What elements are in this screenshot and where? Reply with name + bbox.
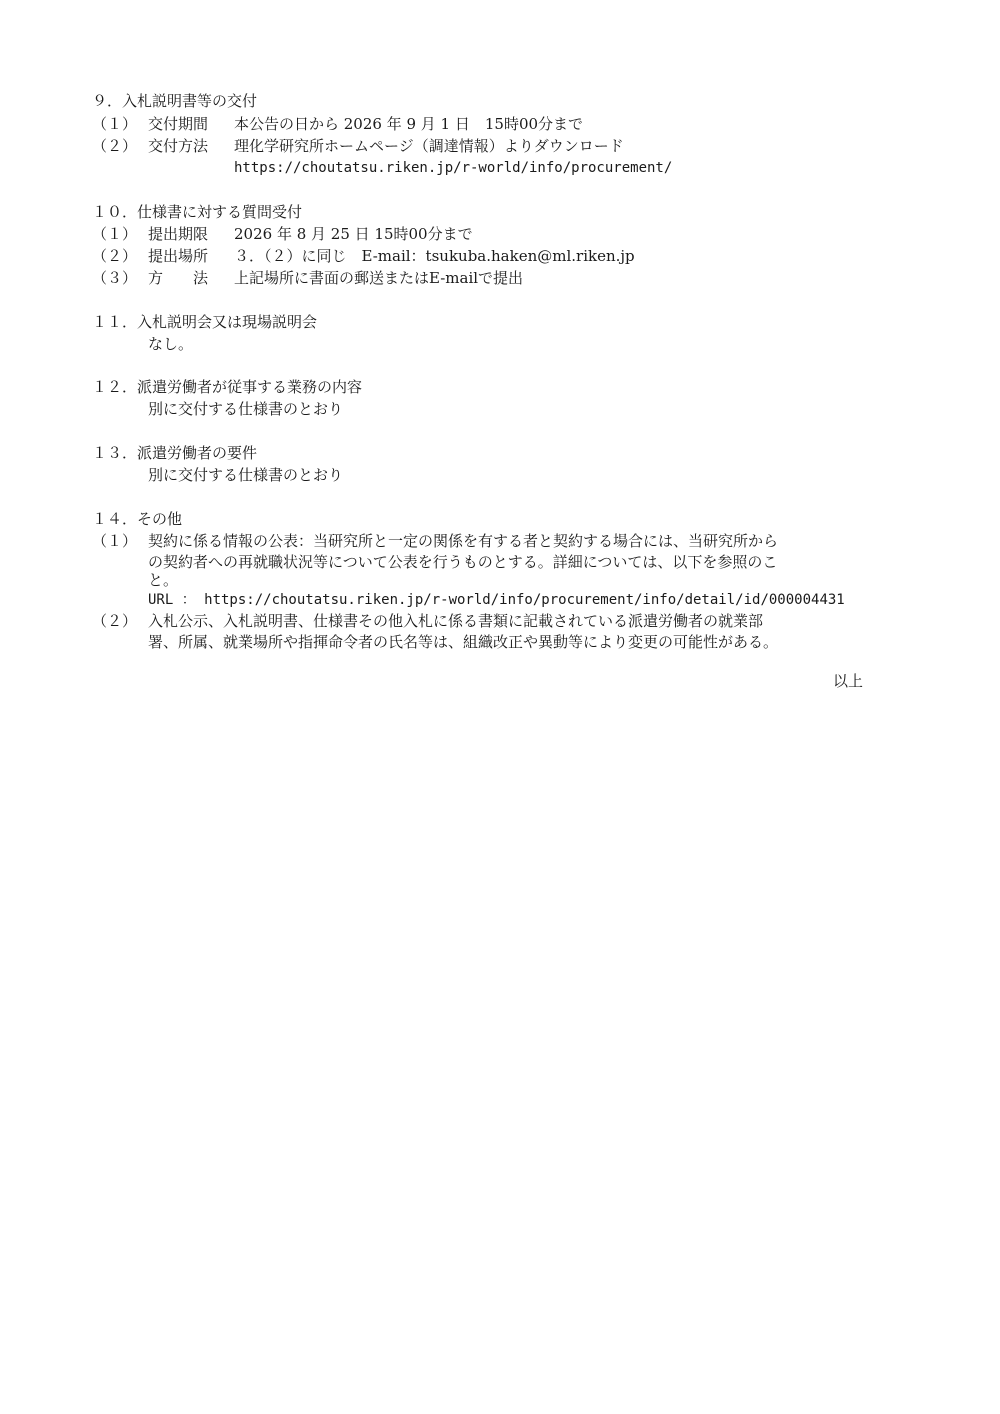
sec10-item2-label: 提出場所 <box>148 247 209 265</box>
sec10-item3-number: （３） <box>92 269 138 287</box>
sec10-item3-label: 方 法 <box>148 269 209 287</box>
disclosure-url: URL ： https://choutatsu.riken.jp/r-world/info/procurement/info/detail/id/000004431 <box>148 592 845 608</box>
sec9-item2-value: 理化学研究所ホームページ（調達情報）よりダウンロード <box>234 137 624 155</box>
section-13-heading: １３．派遣労働者の要件 <box>92 444 258 462</box>
sec14-item1-line2: の契約者への再就職状況等について公表を行うものとする。詳細については、以下を参照のこ <box>148 553 778 571</box>
sec9-item2-number: （２） <box>92 137 138 155</box>
sec9-item1-value: 本公告の日から 2026 年 9 月 1 日 15時00分まで <box>234 115 584 133</box>
sec14-item2-number: （２） <box>92 612 138 630</box>
sec14-item2-line1: 入札公示、入札説明書、仕様書その他入札に係る書類に記載されている派遣労働者の就業部 <box>148 612 764 630</box>
sec10-item2-value: ３．（２）に同じ E-mail：tsukuba.haken@ml.riken.jp <box>234 247 635 265</box>
sec14-item2-line2: 署、所属、就業場所や指揮命令者の氏名等は、組織改正や異動等により変更の可能性がある。 <box>148 633 779 651</box>
closing-mark: 以上 <box>833 672 864 690</box>
section-13-body: 別に交付する仕様書のとおり <box>148 466 344 484</box>
section-9-heading: ９．入札説明書等の交付 <box>92 92 258 110</box>
sec9-item1-label: 交付期間 <box>148 115 209 133</box>
procurement-url: https://choutatsu.riken.jp/r-world/info/procurement/ <box>234 160 673 176</box>
section-14-heading: １４．その他 <box>92 510 183 528</box>
sec14-item1-line1: 契約に係る情報の公表：当研究所と一定の関係を有する者と契約する場合には、当研究所から <box>148 532 779 550</box>
sec10-item1-value: 2026 年 8 月 25 日 15時00分まで <box>234 225 473 243</box>
section-11-body: なし。 <box>148 335 194 353</box>
sec9-item1-number: （１） <box>92 115 138 133</box>
sec10-item1-label: 提出期限 <box>148 225 209 243</box>
sec10-item3-value: 上記場所に書面の郵送またはE-mailで提出 <box>234 269 524 287</box>
section-10-heading: １０．仕様書に対する質問受付 <box>92 203 303 221</box>
sec9-item2-label: 交付方法 <box>148 137 209 155</box>
sec10-item2-number: （２） <box>92 247 138 265</box>
sec10-item1-number: （１） <box>92 225 138 243</box>
section-11-heading: １１．入札説明会又は現場説明会 <box>92 313 318 331</box>
sec14-item1-line3: と。 <box>148 571 179 589</box>
sec14-item1-number: （１） <box>92 532 138 550</box>
section-12-body: 別に交付する仕様書のとおり <box>148 400 344 418</box>
section-12-heading: １２．派遣労働者が従事する業務の内容 <box>92 378 363 396</box>
